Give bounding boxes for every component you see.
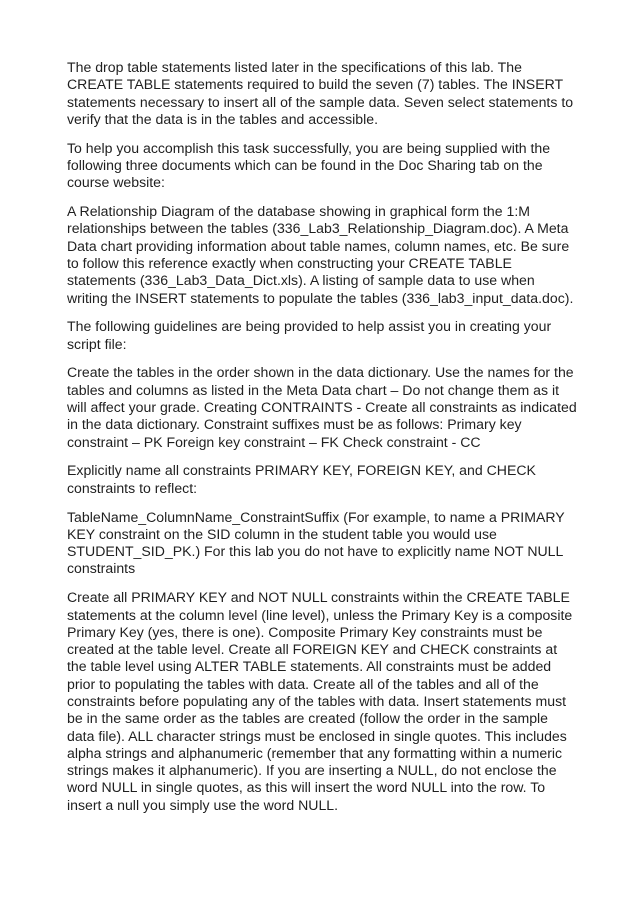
paragraph-supplied-documents: To help you accomplish this task successfully, you are being supplied with the following three documents which can be found in the Doc Sharing tab on the course website: xyxy=(67,139,551,191)
paragraph-constraint-rules: Create all PRIMARY KEY and NOT NULL constraints within the CREATE TABLE statements at the column level (line level), unless the Primary Key is a composite Primary Key (yes, there is one). Composite Primary Key constraints must be created at the table level. Create all FOREIGN KEY and CHECK constraints at the table level using ALTER TABLE statements. All constraints must be added prior to populating the tables with data. Create all of the tables and all of the constraints before populating any of the tables with data. Insert statements must be in the same order as the tables are created (follow the order in the sample data file). ALL character strings must be enclosed in single quotes. This includes alpha strings and alphanumeric (remember that any formatting within a numeric strings makes it alphanumeric). If you are inserting a NULL, do not enclose the word NULL in single quotes, as this will insert the word NULL into the row. To insert a null you simply use the word NULL. xyxy=(67,589,573,813)
paragraph-table-order: Create the tables in the order shown in the data dictionary. Use the names for the tables and columns as listed in the Meta Data chart – Do not change them as it will affect your grade. Creating CONTRAINTS - Create all constraints as indicated in the data dictionary. Constraint suffixes must be as follows: Primary key constraint – PK Foreign key constraint – FK Check constraint - CC xyxy=(67,364,577,450)
paragraph-naming-example: TableName_ColumnName_ConstraintSuffix (For example, to name a PRIMARY KEY constraint on the SID column in the student table you would use STUDENT_SID_PK.) For this lab you do not have to explicitly name NOT NULL constraints xyxy=(67,508,565,577)
paragraph-guidelines-intro: The following guidelines are being provided to help assist you in creating your script file: xyxy=(67,318,552,352)
document-page xyxy=(67,59,595,826)
paragraph-lab-deliverables: The drop table statements listed later in the specifications of this lab. The CREATE TABLE statements required to build the seven (7) tables. The INSERT statements necessary to insert all of the sample data. Seven select statements to verify that the data is in the tables and accessible. xyxy=(67,59,574,127)
paragraph-constraint-naming: Explicitly name all constraints PRIMARY KEY, FOREIGN KEY, and CHECK constraints to reflect: xyxy=(67,462,536,496)
paragraph-reference-documents: A Relationship Diagram of the database showing in graphical form the 1:M relationships between the tables (336_Lab3_Relationship_Diagram.doc). A Meta Data chart providing information about table names, column names, etc. Be sure to follow this reference exactly when constructing your CREATE TABLE statements (336_Lab3_Data_Dict.xls). A listing of sample data to use when writing the INSERT statements to populate the tables (336_lab3_input_data.doc). xyxy=(67,203,574,306)
